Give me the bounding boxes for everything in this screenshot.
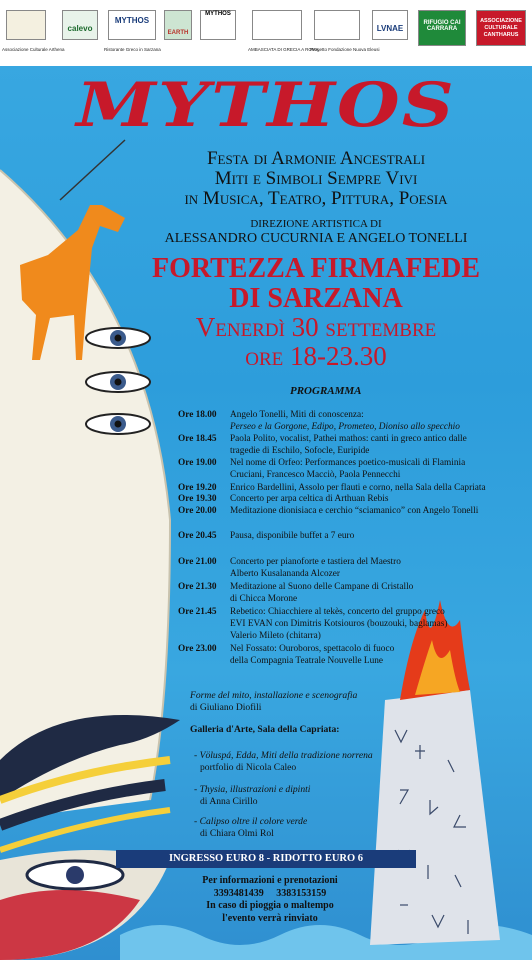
event-title: MYTHOS xyxy=(76,68,456,141)
schedule-row: Ore 19.00 Nel nome di Orfeo: Performances poetico-musicali di Flaminia Cruciani, Francesco Macciò, Paola Pennecchi xyxy=(178,458,466,480)
logo-lvnae: LVNAE xyxy=(372,10,408,50)
schedule-time: Ore 20.00 xyxy=(178,505,217,516)
direction-names: ALESSANDRO CUCURNIA E ANGELO TONELLI xyxy=(164,231,468,246)
schedule-time: Ore 23.00 xyxy=(178,644,217,655)
installation-note: Forme del mito, installazione e scenografia di Giuliano Diofili xyxy=(190,690,358,713)
schedule-list xyxy=(178,410,530,667)
venue-line-2: DI SARZANA xyxy=(229,283,403,314)
galleria-heading: Galleria d'Arte, Sala della Capriata: xyxy=(190,724,340,735)
logo-mythos-restaurant: MYTHOS Ristorante Greco in Sarzana xyxy=(108,10,156,50)
schedule-time: Ore 18.00 xyxy=(178,410,217,420)
logo-cai-carrara: RIFUGIO CAI CARRARA xyxy=(418,10,466,50)
subtitle-line-3: in Musica, Teatro, Pittura, Poesia xyxy=(184,188,448,209)
schedule-row: Ore 21.30 Meditazione al Suono delle Campane di Cristallo di Chicca Morone xyxy=(178,582,414,604)
schedule-time: Ore 21.30 xyxy=(178,582,217,593)
subtitle-line-1: Festa di Armonie Ancestrali xyxy=(206,148,426,169)
schedule-time: Ore 21.45 xyxy=(178,607,217,618)
schedule-row: Ore 18.00 Angelo Tonelli, Miti di conoscenza: Perseo e la Gorgone, Edipo, Prometeo, Dioniso allo specchio xyxy=(178,410,460,432)
schedule-time: Ore 21.00 xyxy=(178,556,217,567)
logo-ambasciata-grecia: AMBASCIATA DI GRECIA A ROMA xyxy=(252,10,302,50)
subtitle-line-2: Miti e Simboli Sempre Vivi xyxy=(214,168,418,189)
ticket-price-banner: INGRESSO EURO 8 - RIDOTTO EURO 6 xyxy=(116,850,416,868)
schedule-time: Ore 18.45 xyxy=(178,434,217,445)
exhibit-2: - Thysia, illustrazioni e dipinti di Anna Cirillo xyxy=(194,784,311,807)
logo-calevo: calevo xyxy=(62,10,98,50)
schedule-row: Ore 23.00 Nel Fossato: Ouroboros, spettacolo di fuoco della Compagnia Teatrale Nouvelle Lune xyxy=(178,644,395,666)
eye-3 xyxy=(86,414,150,434)
schedule-time: Ore 19.30 xyxy=(178,494,217,505)
programma-heading: PROGRAMMA xyxy=(290,385,362,397)
logo-mythos-faces: MYTHOS xyxy=(200,10,236,50)
logo-arthena: Associazione Culturale Arthena xyxy=(6,10,46,50)
schedule-time: Ore 19.20 xyxy=(178,482,217,493)
date-line: Venerdì 30 settembre xyxy=(195,312,437,342)
venue-line-1: FORTEZZA FIRMAFEDE xyxy=(151,253,481,284)
contact-info: Per informazioni e prenotazioni 3393481439 3383153159 In caso di pioggia o maltempo l'evento verrà rinviato xyxy=(202,875,338,924)
schedule-time: Ore 20.45 xyxy=(178,531,217,542)
logo-nuova-eleusi: Progetto Fondazione Nuova Eleusi xyxy=(314,10,360,50)
schedule-row: Ore 21.00 Concerto per pianoforte e tastiera del Maestro Alberto Kusalananda Alcozer xyxy=(178,556,401,579)
schedule-row: Ore 20.00 Meditazione dionisiaca e cerchio “sciamanico” con Angelo Tonelli xyxy=(178,505,479,516)
schedule-row: Ore 19.20 Enrico Bardellini, Assolo per flauti e corno, nella Sala della Capriata xyxy=(178,482,486,493)
schedule-row: Ore 21.45 Rebetico: Chiacchiere al tekès, concerto del gruppo greco EVI EVAN con Dimitris Kotsiouros (bouzouki, baglamas) Valerio Mileto (chitarra) xyxy=(178,607,448,641)
time-line: ore 18-23.30 xyxy=(245,341,387,371)
eye-2 xyxy=(86,372,150,392)
logo-earth: EARTH xyxy=(164,10,192,50)
schedule-row: Ore 18.45 Paola Polito, vocalist, Pathei mathos: canti in greco antico dalle tragedie di Eschilo, Sofocle, Euripide xyxy=(178,434,467,456)
direction-label: DIREZIONE ARTISTICA DI xyxy=(250,218,382,230)
schedule-time: Ore 19.00 xyxy=(178,458,217,469)
sponsor-logos-bar xyxy=(0,0,532,66)
exhibit-1: - Völuspá, Edda, Miti della tradizione norrena portfolio di Nicola Caleo xyxy=(194,750,373,773)
schedule-row: Ore 20.45 Pausa, disponibile buffet a 7 euro xyxy=(178,531,355,542)
logo-cantharus: ASSOCIAZIONE CULTURALE CANTHARUS xyxy=(476,10,526,50)
exhibit-3: - Calipso oltre il colore verde di Chiara Olmi Rol xyxy=(194,816,308,839)
schedule-row: Ore 19.30 Concerto per arpa celtica di Arthuan Rebis xyxy=(178,494,389,505)
